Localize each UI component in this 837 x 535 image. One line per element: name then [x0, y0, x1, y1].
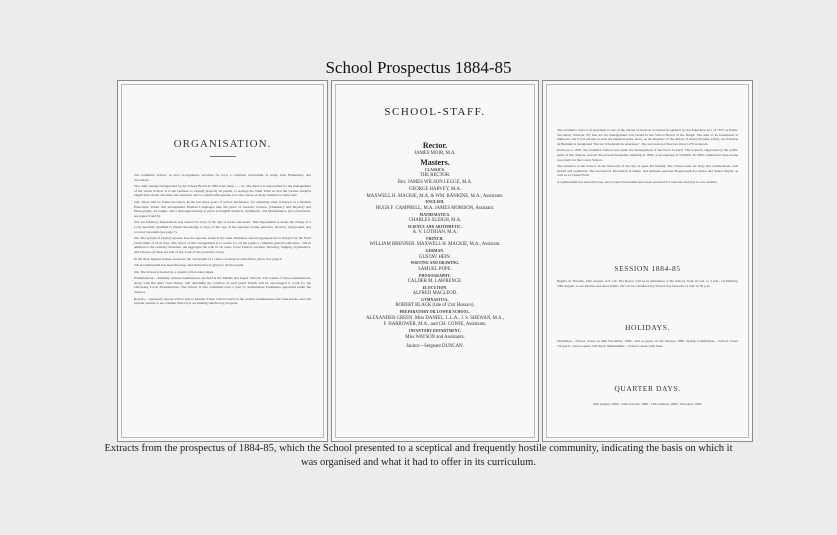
organisation-heading: ORGANISATION. — [173, 138, 272, 150]
organisation-paragraph: 6th. The School is heated by a system of hot-water pipes. — [134, 269, 215, 274]
staff-line: HUGH F. CAMPBELL, M.A. JAMES MORISON, Assistant. — [375, 205, 495, 211]
section-label: PHONOGRAPHY. — [419, 273, 451, 278]
staff-line: CHARLES SLEIGH, M.A. — [408, 218, 462, 223]
quarter-days-text: 16th August, 1884 ; 24th October, 1884 ; 15th January, 1885 ; 8th April, 1885. — [592, 402, 703, 406]
organisation-paragraph: 4th. The system of paying separate fees for separate subjects has been abolished, and an aggregate fee is charged for the fixed Curriculum of each class. The object of this arrangement is to secure for all the pupils a complete general education ; and in addition to the ordinary branches, the aggregate fee will, in all cases, cover French, German, Drawing, Singing, Gymnastics, and Science (if these are part of the work of the particular class). — [134, 236, 311, 254]
history-paragraph: A Gymnasium has been fitted up, and covered Verandahs have been provided for exercise and play in wet weather. — [557, 179, 718, 184]
staff-panel — [331, 80, 539, 442]
section-label: SCIENCE AND ARITHMETIC. — [407, 224, 463, 229]
caption: Extracts from the prospectus of 1884-85, which the School presented to a sceptical and frequently hostile community, indicating the basis on which it was organised and what it had to offer in its curriculum. — [104, 443, 733, 468]
page-title: School Prospectus 1884-85 — [325, 58, 512, 77]
history-paragraph: The Grammar School of Aberdeen is one of the eleven Schools in Scotland recognised by the Education Act of 1872 as Public Secondary Schools. By that Act its management was vested in the School Board of the Burgh. The date of its foundation is unknown, but it has existed at least six hundred years, since, in the Register of the Abbey of Arbroath (date 1262), one Thomas de Bennum is designated "Rector Scholarum de Aberdene". The succession of Rectors since 1479 is known. — [557, 128, 738, 146]
school-history-text — [557, 128, 738, 187]
session-text: Begins on Tuesday, 16th August, at 9 a.m. The Rector will be in attendance at the School, from 10 a.m. to 2 p.m., on Monday, 10th August, to see Parents and enrol Pupils. He can be consulted any School-day between 12 and 12-30 p.m. — [557, 279, 738, 288]
staff-heading: SCHOOL-STAFF. — [384, 106, 486, 118]
staff-line: CALDER M. LAWRENCE. — [407, 279, 463, 285]
holidays-heading: HOLIDAYS. — [625, 323, 670, 332]
masters-label: Masters. — [420, 157, 450, 167]
school-info-panel — [542, 80, 753, 442]
organisation-paragraph: The Grammar School, as now re-organised, provides for boys a complete curriculum of study, both Elementary and Secondary. — [134, 173, 311, 182]
staff-line: Rev. JAMES WILSON LEGGE, M.A. — [397, 180, 473, 185]
rector-name: JAMES MOIR, M.A. — [414, 151, 456, 156]
section-label: MATHEMATICS. — [419, 212, 451, 217]
organisation-paragraph: 5th. A Gymnasium has been fitted up, and instruction is given to all the pupils. — [134, 263, 244, 268]
session-heading: SESSION 1884-85 — [614, 264, 681, 273]
staff-line: F. HARROWER, M.A., and CH. COWIE, Assistants. — [383, 322, 487, 328]
rector-label: Rector. — [422, 141, 448, 150]
staff-line: ALEXANDER GREEN. Miss DANIEL, L.L.A., J. S. SHEWAN, M.A., — [365, 315, 505, 321]
janitor-line: Janitor—Sergeant DUNCAN. — [406, 344, 464, 350]
staff-line: Miss WATSON and Assistants. — [405, 334, 465, 340]
organisation-paragraph: 3rd. An Infantory Department was started for boys of the age of seven and under. This Department is under the charge of a Lady specially qualified to impart knowledge to boys of this age. It has separate rooms, entrance, lavatory, playground, and covered verandah (see page 7). — [134, 220, 311, 234]
section-label: GERMAN. — [425, 249, 445, 254]
organisation-paragraph: 2nd. There will be found provision, in the last three years of school attendance, for obtaining what is known as a Modern Education. Under this arrangement Modern Languages take the place of Ancient; Science (Chemistry and Physics) and Photography are taught, and a thorough training is given in English Subjects, Arithmetic, and Mathematics. (For particulars, see pages 8 and 9). — [134, 199, 311, 218]
holidays-text: Christmas.—School closes on 24th December, 1884 ; and re-opens on 5th January, 1885. Spring Communion.—School closes 7th April ; and re-opens 13th April. Midsummer.—School closes 24th June. — [557, 339, 738, 348]
organisation-paragraph: Reports.—Quarterly reports will be sent to parents. These will be based on the written examinations and class-marks, and will explain parents to see whether their boys are making satisfactory progress. — [134, 296, 311, 306]
staff-line: A. V. LOTHIAN, M.A. — [412, 230, 458, 236]
history-paragraph: Previous to 1870, the Grammar School was under the management of the Town Council. The Council, supported by the public spirit of the citizens, erected the present handsome building in 1863, at an expense of £20,000. In 1882, additional Class-rooms were built for the Lower School. — [557, 148, 738, 162]
section-label: CLASSICS. — [424, 167, 446, 172]
organisation-paragraph: Examinations.—Monthly written examinations are held in the Middle and Upper Schools. The results of these examinations, along with the daily class marks, will determine the position of each pupil. Pupils will be encouraged to work for the University Local Examinations. The School is also examined once a year by independent Examiners appointed under the Statutes. — [134, 276, 311, 295]
section-label: GYMNASTICS. — [421, 298, 449, 303]
organisation-panel — [117, 80, 328, 442]
staff-line: GUSTAV HEIN. — [418, 254, 452, 260]
staff-line: THE RECTOR. — [419, 173, 451, 179]
staff-list — [340, 141, 530, 351]
staff-line: WILLIAM BRENNER. MAXWELL H. MACKIE, M.A., Assistant. — [369, 242, 501, 248]
quarter-days-heading: QUARTER DAYS. — [614, 384, 681, 393]
staff-line: ROBERT BLACK (late of 21st Hussars). — [395, 303, 475, 309]
section-label: PREPARATORY OR LOWER SCHOOL. — [399, 310, 471, 315]
section-label: INFANTORY DEPARTMENT. — [408, 329, 462, 334]
staff-line: ALFRED MACLEOD. — [412, 291, 458, 297]
staff-line: SAMUEL POPE. — [418, 266, 452, 272]
history-paragraph: The situation of the School, in the West-end of the city, is open and healthy. The Class-rooms are large and commodious, well heated and ventilated. The Ground for Recreation is ample, and includes separate Playgrounds for Junior and Senior Pupils, as well as a Cricket Field. — [557, 164, 738, 178]
section-label: ENGLISH. — [425, 200, 445, 205]
section-label: ELOCUTION. — [422, 285, 448, 290]
staff-line: MAXWELL H. MACKIE, M.A. & WM. RANKINE, M.A., Assistants. — [366, 193, 504, 199]
staff-line: GEORGE HARVEY, M.A. — [408, 186, 462, 192]
divider — [210, 156, 236, 157]
section-label: FRENCH. — [426, 237, 444, 241]
organisation-text — [134, 173, 311, 308]
section-label: WRITING AND DRAWING. — [410, 261, 460, 266]
organisation-paragraph: The chief changes inaugurated by the School Board in 1881 were these :— 1st. The Rector is responsible for the management of the whole School. It is his business to classify properly all pupils, to arrange the Time Table so that the various subjects taught may obtain due time and attention, and to consult with parents as to the course of study suitable for their sons. — [134, 184, 311, 198]
organisation-paragraph: In the three highest classes, however, the old system of a choice of subjects will still be given. See page 9. — [134, 256, 283, 261]
